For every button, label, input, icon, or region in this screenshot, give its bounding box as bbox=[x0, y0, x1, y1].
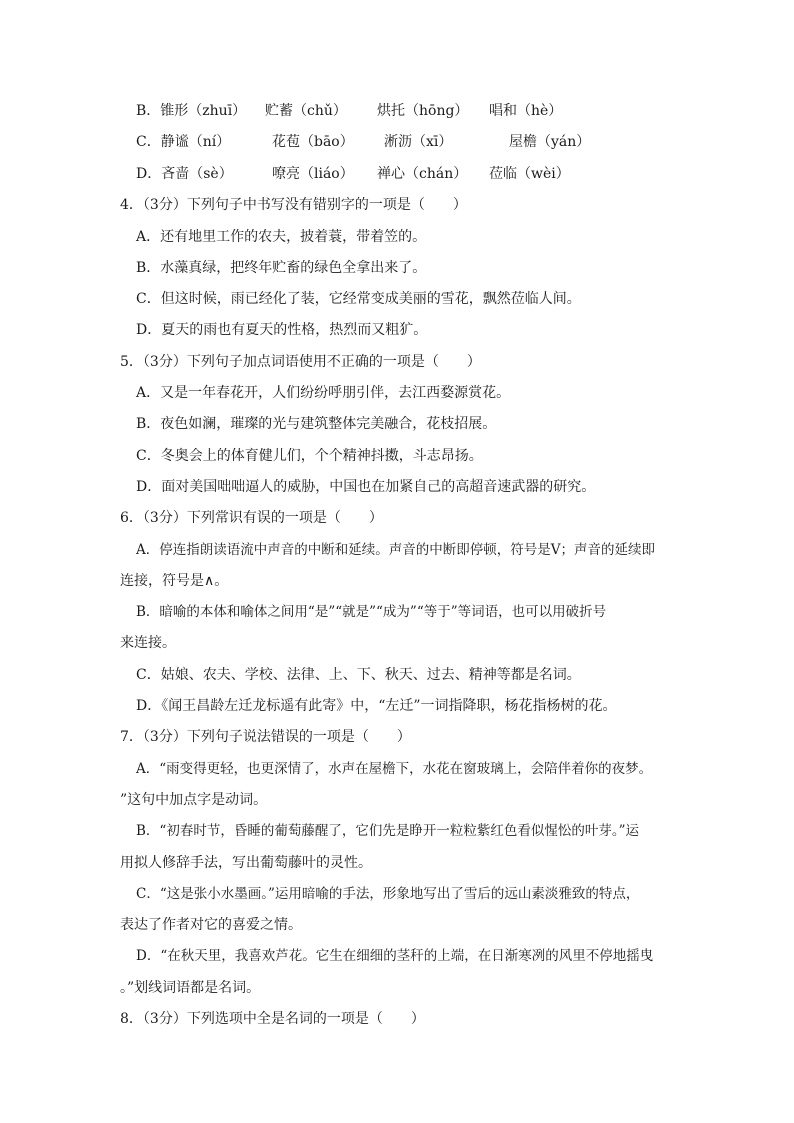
question-7-stem: 7．（3分）下列句子说法错误的一项是（ ） bbox=[120, 729, 411, 745]
question-6-stem: 6．（3分）下列常识有误的一项是（ ） bbox=[120, 510, 383, 526]
question-5-option-c: C．冬奥会上的体育健儿们，个个精神抖擞，斗志昂扬。 bbox=[136, 448, 483, 464]
question-5-stem: 5．（3分）下列句子加点词语使用不正确的一项是（ ） bbox=[120, 354, 481, 370]
question-7-option-d: D．“在秋天里，我喜欢芦花。它生在细细的茎秆的上端，在日渐寒冽的风里不停地摇曳 bbox=[136, 948, 654, 964]
option-cell: 禅心（chán） bbox=[377, 166, 468, 182]
option-row bbox=[0, 132, 794, 152]
question-7-option-a: A．“雨变得更轻，也更深情了，水声在屋檐下，水花在窗玻璃上，会陪伴着你的夜梦。 bbox=[136, 761, 653, 777]
question-5-option-a: A．又是一年春花开，人们纷纷呼朋引伴，去江西婺源赏花。 bbox=[136, 385, 511, 401]
question-6-option-d: D．《闻王昌龄左迁龙标遥有此寄》中，“左迁”一词指降职，杨花指杨树的花。 bbox=[136, 698, 617, 714]
question-5-option-d: D．面对美国咄咄逼人的威胁，中国也在加紧自己的高超音速武器的研究。 bbox=[136, 479, 596, 495]
question-4-option-d: D．夏天的雨也有夏天的性格，热烈而又粗犷。 bbox=[136, 322, 428, 338]
question-6-option-b: B．暗喻的本体和喻体之间用“是”“就是”“成为”“等于”等词语，也可以用破折号 bbox=[136, 604, 607, 620]
question-4-option-a: A．还有地里工作的农夫，披着蓑，带着笠的。 bbox=[136, 229, 427, 245]
option-row bbox=[0, 164, 794, 184]
option-cell: 莅临（wèi） bbox=[489, 166, 570, 182]
question-4-option-b: B．水藻真绿，把终年贮畜的绿色全拿出来了。 bbox=[136, 260, 427, 276]
question-4-option-c: C．但这时候，雨已经化了装，它经常变成美丽的雪花，飘然莅临人间。 bbox=[136, 291, 581, 307]
question-6-option-a: A．停连指朗读语流中声音的中断和延续。声音的中断即停顿，符号是V；声音的延续即 bbox=[136, 542, 655, 558]
question-7-option-d-cont: 。”划线词语都是名词。 bbox=[120, 980, 261, 996]
question-7-option-b-cont: 用拟人修辞手法，写出葡萄藤叶的灵性。 bbox=[120, 855, 372, 871]
question-7-option-c: C．“这是张小水墨画。”运用暗喻的手法，形象地写出了雪后的远山素淡雅致的特点， bbox=[136, 886, 640, 902]
option-row bbox=[0, 101, 794, 121]
question-7-option-c-cont: 表达了作者对它的喜爱之情。 bbox=[120, 917, 302, 933]
option-cell: 烘托（hōng） bbox=[377, 103, 469, 119]
option-cell: 唱和（hè） bbox=[489, 103, 563, 119]
question-8-stem: 8．（3分）下列选项中全是名词的一项是（ ） bbox=[120, 1011, 425, 1027]
question-4-stem: 4．（3分）下列句子中书写没有错别字的一项是（ ） bbox=[120, 197, 467, 213]
option-cell: 淅沥（xī） bbox=[384, 134, 453, 150]
option-cell: 贮蓄（chǔ） bbox=[265, 103, 347, 119]
option-cell: 屋檐（yán） bbox=[509, 134, 591, 150]
question-6-option-a-cont: 连接，符号是∧。 bbox=[120, 573, 229, 589]
question-7-option-a-cont: ”这句中加点字是动词。 bbox=[120, 792, 268, 808]
question-5-option-b: B．夜色如澜，璀璨的光与建筑整体完美融合，花枝招展。 bbox=[136, 416, 497, 432]
option-cell: 嘹亮（liáo） bbox=[272, 166, 354, 182]
option-cell: 花苞（bāo） bbox=[272, 134, 354, 150]
option-cell: B．锥形（zhuī） bbox=[136, 103, 247, 119]
question-6-option-b-cont: 来连接。 bbox=[120, 635, 176, 651]
option-cell: D．吝啬（sè） bbox=[136, 166, 233, 182]
question-6-option-c: C．姑娘、农夫、学校、法律、上、下、秋天、过去、精神等都是名词。 bbox=[136, 667, 581, 683]
option-cell: C．静谧（ní） bbox=[136, 134, 231, 150]
question-7-option-b: B．“初春时节，昏睡的葡萄藤醒了，它们先是睁开一粒粒紫红色看似惺忪的叶芽。”运 bbox=[136, 823, 639, 839]
